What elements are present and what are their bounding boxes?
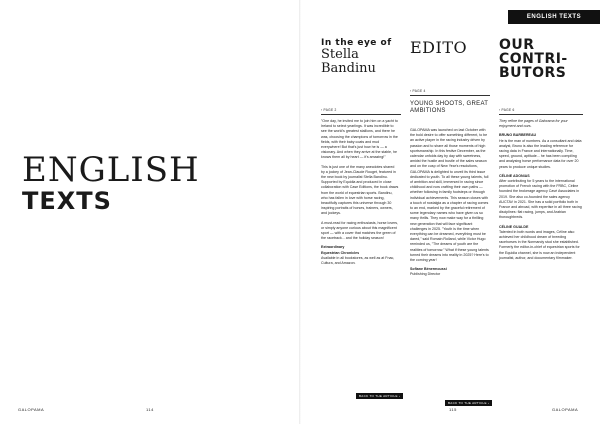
- page-number-left: 114: [146, 407, 154, 412]
- contributor-bio-3: Talented in both words and images, Céline also achieved her childhood dream of breeding racehorses in the Normandy stud she established. Formerly the editor-in-chief of equestrian sports for the Equidia channel, she is now an independent journalist, author, and documentary filmmaker.: [499, 229, 580, 260]
- page-gutter: [299, 0, 301, 424]
- contributor-name-2: CÉLINE ADONIAS: [499, 173, 530, 178]
- edito-back-label[interactable]: BACK TO THE ARTICLE ›: [445, 400, 492, 406]
- footer-brand-right: GALOPAMA: [552, 407, 579, 412]
- stella-heading-line3: Bandinu: [321, 61, 376, 76]
- contributors-heading-line2: CONTRI-: [499, 51, 568, 67]
- edito-subheading: YOUNG SHOOTS, GREAT AMBITIONS: [410, 101, 489, 114]
- section-tag: ENGLISH TEXTS: [508, 10, 600, 24]
- stella-book-title-line1: Extraordinary: [321, 245, 345, 250]
- edito-heading: EDITO: [410, 38, 468, 57]
- stella-heading-line1: In the eye of: [321, 38, 392, 48]
- stella-page-ref[interactable]: › PAGE 2: [321, 108, 337, 112]
- page-number-right: 115: [449, 407, 457, 412]
- english-texts-title: [22, 152, 292, 214]
- edito-signature-name: Sofiane Bénermoussi: [410, 267, 447, 272]
- stella-heading: [321, 38, 401, 76]
- title-line-english: ENGLISH: [22, 150, 200, 190]
- edito-article: [410, 128, 490, 278]
- contributors-article: [499, 119, 583, 265]
- stella-paragraph-1: "One day, he invited me to join him on a yacht to Ireland to select yearlings. It was incredible to see the world's greatest stallions, and there he was, choosing the champions of tomorrow in the fields, with their baby coats and mud everywhere! But that's just how he is — a visionary. And when they arrive at the stable, he knows them all by heart — it's amazing!": [321, 119, 398, 160]
- stella-availability: Available in all bookstores, as well as at Fnac, Cultura, and Amazon.: [321, 255, 395, 266]
- stella-paragraph-2: This is just one of the many anecdotes shared by a jockey of Jean-Claude Rouget, featured in the new book by journalist Stella Bandinu. Supported by Equidia and produced in close collaboration with Case Editions, the book draws from the world of equestrian sports. Bandinu, who has fallen in love with horse racing, beautifully captures this universe through 30 inspiring portraits of horses, trainers, owners, and jockeys.: [321, 164, 399, 216]
- contributors-heading-line1: OUR: [499, 37, 535, 53]
- contributor-name-1: BRUNO BARBEREAU: [499, 133, 537, 138]
- edito-paragraph-1: GALOPAMA was launched on last October with the bold desire to offer something different, to be an active player in the racing industry driven by passion and to share all those moments of high sportsmanship. In this festive December, as the calendar unfolds day by day with sweetness, amidst the hustle and bustle of the sales season and on the cusp of New Year's resolutions, GALOPAMA is delighted to unveil its third issue dedicated to youth. To all these young talents, full of ambition and skill, immersed in racing since childhood and now crafting their own paths — whether following in family footsteps or through individual achievements. This season closes with a touch of nostalgia as a chapter of racing comes to an end, marked by the graceful retirement of some legendary names who have given us so many thrills. They now make way for a thrilling new generation that will face significant challenges in 2025. "Youth is the time when everything can be dreamed, everything must be dared," said Romain Rolland, while Victor Hugo reminded us, "The dreams of youth are the realities of tomorrow." What if these young talents turned their dreams into reality in 2025? Here's to the coming year!: [410, 128, 489, 263]
- contributors-page-ref[interactable]: › PAGE 6: [499, 108, 515, 112]
- footer-brand-left: GALOPAMA: [18, 407, 45, 412]
- title-line-texts: TEXTS: [22, 187, 112, 215]
- stella-heading-line2: Stella: [321, 47, 359, 62]
- contributor-bio-2: After contributing for 5 years to the international promotion of French racing with the FRBC, Céline founded the brokerage agency Cavé Associates in 2019. She also co-founded the sales agency AUCTAV in 2021. She has a solid portfolio both in France and abroad, with expertise in all three racing disciplines: flat racing, jumps, and Arabian thoroughbreds.: [499, 179, 582, 220]
- contributor-name-3: CÉLINE GUALDE: [499, 224, 529, 229]
- stella-book-title-line2: Equestrian Chronicles: [321, 250, 360, 255]
- contributor-bio-1: He is the man of numbers. As a consultant and data analyst, Bruno is also the leading reference for racing data in France and internationally. Time, speed, ground, aptitude... he has been compiling and analysing horse performance data for over 20 years to produce unique studies.: [499, 138, 582, 169]
- edito-signature-title: Publishing Director: [410, 272, 441, 277]
- contributors-heading: [499, 38, 589, 80]
- stella-back-label[interactable]: BACK TO THE ARTICLE ›: [356, 393, 403, 399]
- stella-paragraph-3: A must-read for racing enthusiasts, horse lovers, or simply anyone curious about this magnificent sport — with a cover that matches the green of the racetrack... and the holiday season!: [321, 220, 399, 241]
- stella-article: [321, 119, 399, 270]
- contributors-divider: [499, 114, 583, 115]
- edito-page-ref[interactable]: › PAGE 4: [410, 89, 426, 93]
- edito-divider: [410, 95, 490, 96]
- stella-back-button[interactable]: [356, 384, 403, 402]
- contributors-intro: They refine the pages of Galorama for your enjoyment and ours.: [499, 119, 568, 129]
- stella-divider: [321, 114, 401, 115]
- contributors-heading-line3: BUTORS: [499, 65, 567, 81]
